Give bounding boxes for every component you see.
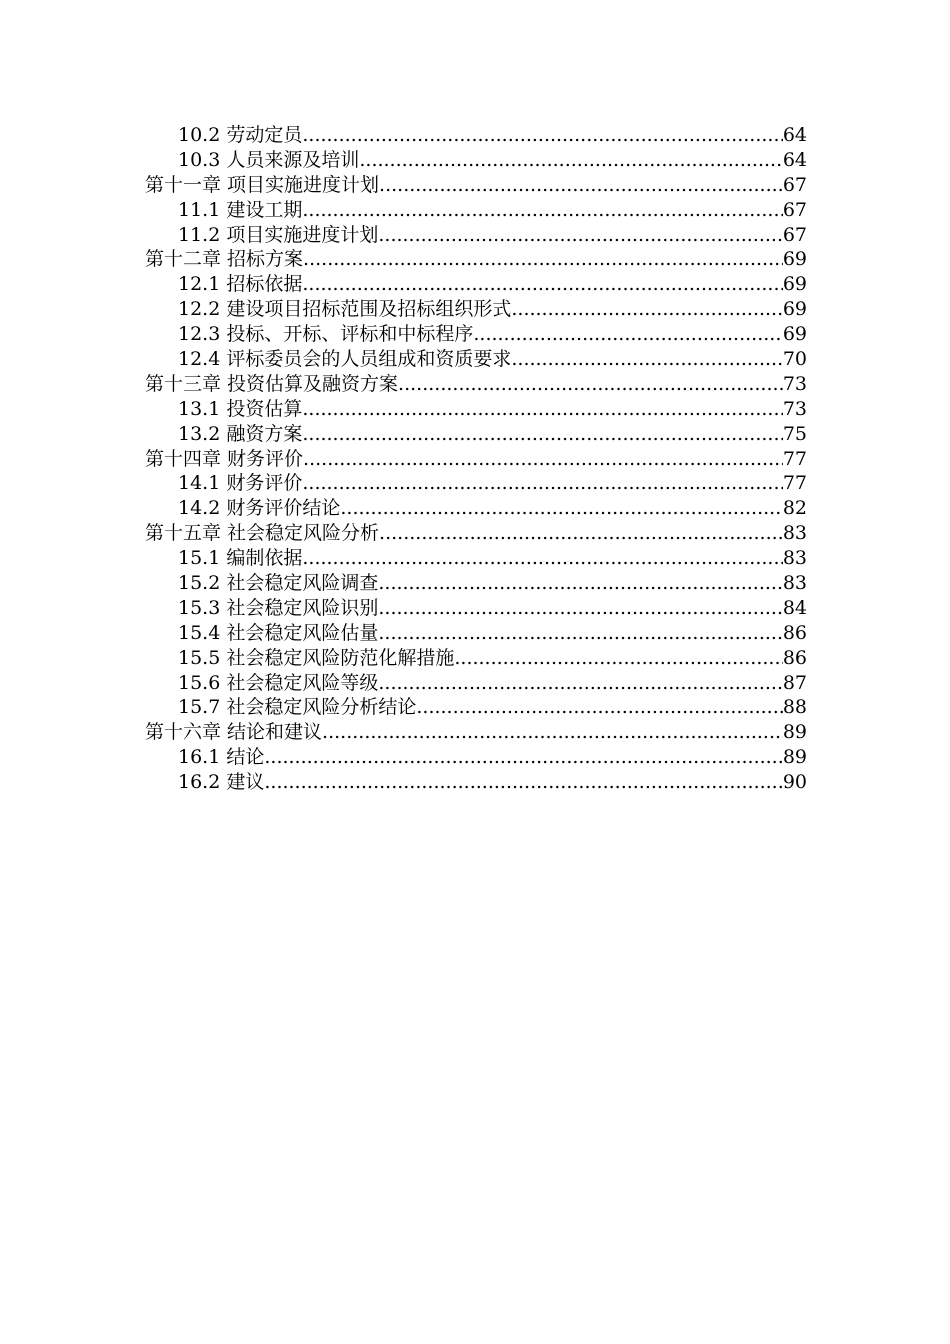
toc-page-number: 77 (782, 447, 807, 470)
toc-section-entry[interactable] (145, 496, 807, 521)
toc-dot-leader (359, 148, 782, 173)
toc-entry-title: 14.2 财务评价结论 (178, 497, 341, 520)
toc-entry-title: 第十四章 财务评价 (145, 447, 304, 470)
toc-page-number: 67 (782, 173, 807, 196)
toc-entry-title: 12.2 建设项目招标范围及招标组织形式 (178, 298, 512, 321)
toc-section-entry[interactable] (145, 695, 807, 720)
toc-dot-leader (302, 198, 782, 223)
toc-section-entry[interactable] (145, 621, 807, 646)
toc-entry-title: 第十三章 投资估算及融资方案 (145, 372, 399, 395)
toc-dot-leader (302, 123, 782, 148)
toc-dot-leader (378, 223, 782, 248)
toc-entry-title: 15.6 社会稳定风险等级 (178, 671, 379, 694)
toc-dot-leader (379, 521, 783, 546)
toc-dot-leader (302, 471, 782, 496)
toc-page-number: 89 (782, 721, 807, 744)
toc-section-entry[interactable] (145, 148, 807, 173)
toc-page-number: 82 (782, 497, 807, 520)
toc-entry-title: 13.2 融资方案 (178, 422, 303, 445)
toc-page-number: 67 (782, 223, 807, 246)
toc-page-number: 87 (782, 671, 807, 694)
toc-page-number: 69 (782, 323, 807, 346)
toc-section-entry[interactable] (145, 322, 807, 347)
toc-dot-leader (473, 322, 782, 347)
toc-page-number: 64 (782, 148, 807, 171)
toc-entry-title: 10.2 劳动定员 (178, 124, 303, 146)
toc-dot-leader (379, 173, 783, 198)
toc-dot-leader (511, 297, 782, 322)
toc-page-number: 90 (782, 771, 807, 794)
toc-section-entry[interactable] (145, 198, 807, 223)
toc-dot-leader (511, 347, 782, 372)
toc-dot-leader (340, 496, 782, 521)
toc-dot-leader (303, 447, 783, 472)
toc-section-entry[interactable] (145, 571, 807, 596)
toc-dot-leader (416, 695, 782, 720)
toc-entry-title: 15.1 编制依据 (178, 547, 303, 570)
toc-page-number: 64 (782, 124, 807, 146)
toc-entry-title: 13.1 投资估算 (178, 397, 303, 420)
toc-entry-title: 12.3 投标、开标、评标和中标程序 (178, 323, 474, 346)
toc-chapter-entry[interactable] (145, 447, 807, 472)
toc-chapter-entry[interactable] (145, 720, 807, 745)
toc-page-number: 83 (782, 572, 807, 595)
toc-section-entry[interactable] (145, 272, 807, 297)
toc-entry-title: 16.2 建议 (178, 771, 265, 794)
toc-entry-title: 第十六章 结论和建议 (145, 721, 323, 744)
toc-section-entry[interactable] (145, 422, 807, 447)
toc-chapter-entry[interactable] (145, 173, 807, 198)
toc-chapter-entry[interactable] (145, 372, 807, 397)
toc-entry-title: 15.5 社会稳定风险防范化解措施 (178, 646, 455, 669)
toc-dot-leader (302, 397, 782, 422)
toc-entry-title: 15.4 社会稳定风险估量 (178, 621, 379, 644)
toc-dot-leader (302, 272, 782, 297)
toc-chapter-entry[interactable] (145, 247, 807, 272)
toc-section-entry[interactable] (145, 770, 807, 795)
toc-page-number: 77 (782, 472, 807, 495)
toc-entry-title: 第十一章 项目实施进度计划 (145, 173, 380, 196)
toc-section-entry[interactable] (145, 646, 807, 671)
toc-entry-title: 16.1 结论 (178, 746, 265, 769)
toc-entry-title: 15.3 社会稳定风险识别 (178, 596, 379, 619)
toc-entry-title: 14.1 财务评价 (178, 472, 303, 495)
toc-section-entry[interactable] (145, 596, 807, 621)
toc-dot-leader (322, 720, 783, 745)
toc-entry-title: 11.2 项目实施进度计划 (178, 223, 379, 246)
toc-entry-title: 15.7 社会稳定风险分析结论 (178, 696, 417, 719)
toc-dot-leader (378, 571, 782, 596)
toc-entry-title: 第十二章 招标方案 (145, 248, 304, 271)
toc-dot-leader (398, 372, 783, 397)
toc-entry-title: 15.2 社会稳定风险调查 (178, 572, 379, 595)
toc-section-entry[interactable] (145, 223, 807, 248)
toc-entry-title: 第十五章 社会稳定风险分析 (145, 522, 380, 545)
toc-section-entry[interactable] (145, 745, 807, 770)
toc-dot-leader (303, 247, 783, 272)
table-of-contents (145, 123, 807, 795)
toc-page-number: 70 (782, 348, 807, 371)
toc-page-number: 83 (782, 547, 807, 570)
toc-page-number: 69 (782, 248, 807, 271)
toc-section-entry[interactable] (145, 123, 807, 148)
toc-dot-leader (264, 745, 782, 770)
toc-section-entry[interactable] (145, 397, 807, 422)
toc-page-number: 69 (782, 273, 807, 296)
toc-entry-title: 12.4 评标委员会的人员组成和资质要求 (178, 348, 512, 371)
toc-dot-leader (454, 646, 782, 671)
toc-page-number: 86 (782, 621, 807, 644)
toc-section-entry[interactable] (145, 297, 807, 322)
toc-page-number: 88 (782, 696, 807, 719)
toc-page-number: 84 (782, 596, 807, 619)
toc-page-number: 83 (782, 522, 807, 545)
toc-page-number: 73 (782, 397, 807, 420)
toc-section-entry[interactable] (145, 471, 807, 496)
toc-entry-title: 11.1 建设工期 (178, 198, 303, 221)
toc-dot-leader (378, 671, 782, 696)
toc-dot-leader (302, 422, 782, 447)
toc-entry-title: 10.3 人员来源及培训 (178, 148, 360, 171)
toc-page-number: 73 (782, 372, 807, 395)
toc-page-number: 89 (782, 746, 807, 769)
toc-section-entry[interactable] (145, 546, 807, 571)
toc-dot-leader (378, 621, 782, 646)
toc-chapter-entry[interactable] (145, 521, 807, 546)
toc-page-number: 75 (782, 422, 807, 445)
toc-entry-title: 12.1 招标依据 (178, 273, 303, 296)
toc-page-number: 69 (782, 298, 807, 321)
toc-page-number: 86 (782, 646, 807, 669)
toc-section-entry[interactable] (145, 671, 807, 696)
toc-dot-leader (264, 770, 782, 795)
toc-section-entry[interactable] (145, 347, 807, 372)
toc-page-number: 67 (782, 198, 807, 221)
toc-dot-leader (302, 546, 782, 571)
toc-dot-leader (378, 596, 782, 621)
